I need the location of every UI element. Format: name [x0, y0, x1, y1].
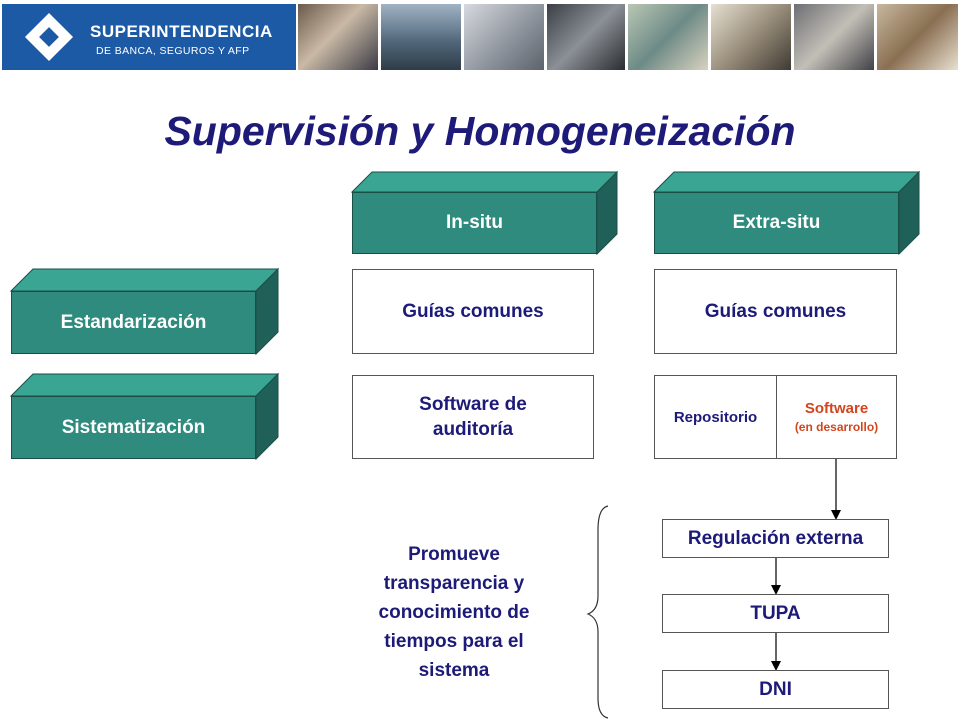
sistematizacion-cube-top: [11, 374, 278, 396]
page-title: Supervisión y Homogeneización: [164, 108, 796, 154]
cell-extra-situ-sistemas: [654, 375, 897, 459]
software-status: (en desarrollo): [794, 420, 879, 434]
software-label: Software: [804, 400, 869, 417]
software-auditoria-line2: auditoría: [432, 419, 514, 440]
software-development-cell: [777, 376, 896, 458]
promo-line: transparencia y: [383, 573, 525, 594]
cell-extra-situ-guias: Guías comunes: [654, 269, 897, 354]
regulacion-externa-box: Regulación externa: [662, 519, 889, 558]
cell-in-situ-software: [352, 375, 594, 459]
estandarizacion-cube-top: [11, 269, 278, 291]
repositorio-cell: Repositorio: [655, 376, 777, 458]
row-header-estandarizacion: Estandarización: [11, 291, 256, 354]
column-header-in-situ: In-situ: [352, 192, 597, 254]
column-header-extra-situ: Extra-situ: [654, 192, 899, 254]
promo-line: sistema: [418, 660, 490, 681]
logo-subtitle: DE BANCA, SEGUROS Y AFP: [96, 45, 250, 57]
promo-line: Promueve: [408, 544, 500, 565]
extra-situ-cube-top: [654, 172, 919, 192]
dni-box: DNI: [662, 670, 889, 709]
in-situ-cube-top: [352, 172, 617, 192]
cell-in-situ-guias: Guías comunes: [352, 269, 594, 354]
promo-line: conocimiento de: [378, 602, 530, 623]
promueve-text: [346, 540, 562, 685]
row-header-sistematizacion: Sistematización: [11, 396, 256, 459]
software-auditoria-line1: Software de: [419, 394, 527, 415]
logo-title: SUPERINTENDENCIA: [90, 22, 273, 41]
curly-brace: [588, 506, 608, 718]
promo-line: tiempos para el: [384, 631, 524, 652]
tupa-box: TUPA: [662, 594, 889, 633]
